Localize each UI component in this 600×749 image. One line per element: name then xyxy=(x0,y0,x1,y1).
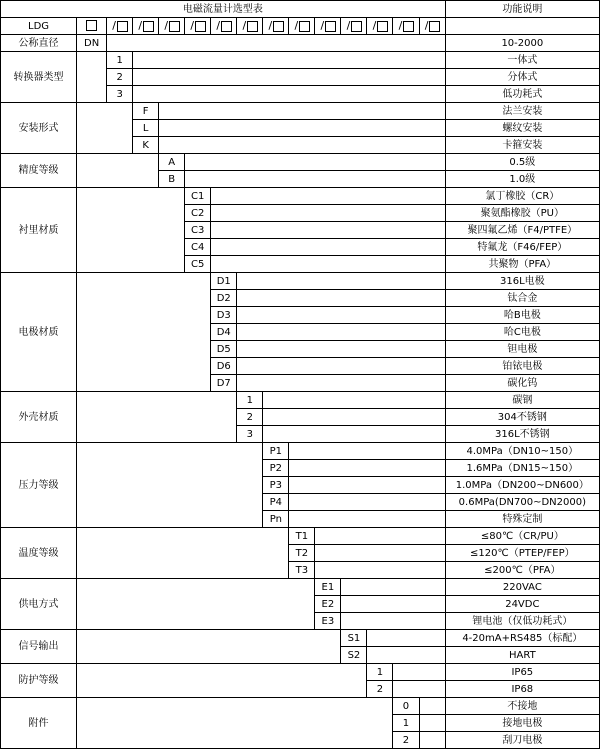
spacer-lining-left xyxy=(77,188,185,273)
category-lining-material: 衬里材质 xyxy=(1,188,77,273)
spacer-electrode-3 xyxy=(237,307,445,324)
model-slashbox-10: / xyxy=(341,18,367,35)
desc-protection-2: IP68 xyxy=(445,681,599,698)
code-lining-c4: C4 xyxy=(185,239,211,256)
model-slashbox-9: / xyxy=(315,18,341,35)
spacer-signal-1 xyxy=(367,630,445,647)
spacer-accessories-left xyxy=(77,698,393,749)
desc-temperature-t2: ≤120℃（PTEP/FEP） xyxy=(445,545,599,562)
spacer-accessories-1 xyxy=(419,698,445,715)
desc-power-e3: 锂电池（仅低功耗式） xyxy=(445,613,599,630)
code-mounting-k: K xyxy=(133,137,159,154)
desc-pressure-p4: 0.6MPa(DN700~DN2000) xyxy=(445,494,599,511)
code-electrode-d5: D5 xyxy=(211,341,237,358)
spacer-temperature-3 xyxy=(315,562,445,579)
model-slashbox-5: / xyxy=(211,18,237,35)
code-housing-3: 3 xyxy=(237,426,263,443)
code-electrode-d7: D7 xyxy=(211,375,237,392)
code-housing-2: 2 xyxy=(237,409,263,426)
desc-lining-c2: 聚氨酯橡胶（PU） xyxy=(445,205,599,222)
desc-converter-1: 一体式 xyxy=(445,52,599,69)
desc-power-e2: 24VDC xyxy=(445,596,599,613)
spacer-mounting-1 xyxy=(159,103,445,120)
spacer-lining-1 xyxy=(211,188,445,205)
code-temperature-t2: T2 xyxy=(289,545,315,562)
model-slashbox-8: / xyxy=(289,18,315,35)
spacer-housing-3 xyxy=(263,426,445,443)
code-lining-c3: C3 xyxy=(185,222,211,239)
desc-lining-c1: 氯丁橡胶（CR） xyxy=(445,188,599,205)
code-pressure-p2: P2 xyxy=(263,460,289,477)
desc-mounting-f: 法兰安装 xyxy=(445,103,599,120)
spacer-pressure-5 xyxy=(289,511,445,528)
desc-electrode-d6: 铂铱电极 xyxy=(445,358,599,375)
spacer-electrode-4 xyxy=(237,324,445,341)
model-slashbox-11: / xyxy=(367,18,393,35)
spacer-protection-1 xyxy=(393,664,445,681)
desc-pressure-p2: 1.6MPa（DN15~150） xyxy=(445,460,599,477)
desc-electrode-d1: 316L电极 xyxy=(445,273,599,290)
spacer-lining-5 xyxy=(211,256,445,273)
code-accuracy-a: A xyxy=(159,154,185,171)
desc-accessory-1: 接地电极 xyxy=(445,715,599,732)
code-pressure-p1: P1 xyxy=(263,443,289,460)
spacer-pressure-3 xyxy=(289,477,445,494)
code-electrode-d1: D1 xyxy=(211,273,237,290)
category-mounting-type: 安装形式 xyxy=(1,103,77,154)
code-accessory-0: 0 xyxy=(393,698,419,715)
desc-converter-3: 低功耗式 xyxy=(445,86,599,103)
category-accessories: 附件 xyxy=(1,698,77,749)
code-electrode-d3: D3 xyxy=(211,307,237,324)
spacer-converter-left xyxy=(77,52,107,103)
spacer-converter-3 xyxy=(133,86,446,103)
spacer-electrode-6 xyxy=(237,358,445,375)
code-converter-2: 2 xyxy=(107,69,133,86)
code-mounting-l: L xyxy=(133,120,159,137)
desc-signal-s2: HART xyxy=(445,647,599,664)
desc-accuracy-a: 0.5级 xyxy=(445,154,599,171)
spacer-pressure-2 xyxy=(289,460,445,477)
spacer-lining-2 xyxy=(211,205,445,222)
category-accuracy-grade: 精度等级 xyxy=(1,154,77,188)
desc-power-e1: 220VAC xyxy=(445,579,599,596)
spacer-power-1 xyxy=(341,579,445,596)
spacer-accuracy-2 xyxy=(185,171,445,188)
desc-mounting-k: 卡箍安装 xyxy=(445,137,599,154)
spacer-mounting-3 xyxy=(159,137,445,154)
spacer-power-2 xyxy=(341,596,445,613)
spacer-electrode-1 xyxy=(237,273,445,290)
spacer-housing-1 xyxy=(263,392,445,409)
category-converter-type: 转换器类型 xyxy=(1,52,77,103)
spacer-nominal-diameter xyxy=(107,35,446,52)
desc-pressure-pn: 特殊定制 xyxy=(445,511,599,528)
category-pressure-rating: 压力等级 xyxy=(1,443,77,528)
code-converter-3: 3 xyxy=(107,86,133,103)
spacer-power-3 xyxy=(341,613,445,630)
spacer-electrode-7 xyxy=(237,375,445,392)
category-signal-output: 信号输出 xyxy=(1,630,77,664)
desc-accessory-2: 刮刀电极 xyxy=(445,732,599,749)
spacer-mounting-left xyxy=(77,103,133,154)
model-slashbox-13: / xyxy=(419,18,445,35)
desc-lining-c5: 共聚物（PFA） xyxy=(445,256,599,273)
desc-temperature-t1: ≤80℃（CR/PU） xyxy=(445,528,599,545)
spacer-accuracy-1 xyxy=(185,154,445,171)
desc-electrode-d5: 钽电极 xyxy=(445,341,599,358)
desc-electrode-d3: 哈B电极 xyxy=(445,307,599,324)
desc-mounting-l: 螺纹安装 xyxy=(445,120,599,137)
code-protection-2: 2 xyxy=(367,681,393,698)
code-converter-1: 1 xyxy=(107,52,133,69)
code-electrode-d2: D2 xyxy=(211,290,237,307)
code-electrode-d4: D4 xyxy=(211,324,237,341)
model-prefix: LDG xyxy=(1,18,77,35)
spacer-converter-1 xyxy=(133,52,446,69)
desc-accessory-0: 不接地 xyxy=(445,698,599,715)
desc-signal-s1: 4-20mA+RS485（标配） xyxy=(445,630,599,647)
model-slashbox-7: / xyxy=(263,18,289,35)
code-dn: DN xyxy=(77,35,107,52)
code-accessory-2: 2 xyxy=(393,732,419,749)
code-accuracy-b: B xyxy=(159,171,185,188)
code-protection-1: 1 xyxy=(367,664,393,681)
page-title: 电磁流量计选型表 xyxy=(1,1,446,18)
spacer-protection-left xyxy=(77,664,367,698)
spacer-housing-left xyxy=(77,392,237,443)
spacer-electrode-5 xyxy=(237,341,445,358)
category-nominal-diameter: 公称直径 xyxy=(1,35,77,52)
code-power-e3: E3 xyxy=(315,613,341,630)
category-housing-material: 外壳材质 xyxy=(1,392,77,443)
code-power-e2: E2 xyxy=(315,596,341,613)
desc-pressure-p1: 4.0MPa（DN10~150） xyxy=(445,443,599,460)
spacer-electrode-2 xyxy=(237,290,445,307)
code-accessory-1: 1 xyxy=(393,715,419,732)
desc-temperature-t3: ≤200℃（PFA） xyxy=(445,562,599,579)
spacer-temperature-left xyxy=(77,528,289,579)
spacer-protection-2 xyxy=(393,681,445,698)
code-signal-s2: S2 xyxy=(341,647,367,664)
desc-electrode-d2: 钛合金 xyxy=(445,290,599,307)
category-protection-rating: 防护等级 xyxy=(1,664,77,698)
spacer-lining-3 xyxy=(211,222,445,239)
code-power-e1: E1 xyxy=(315,579,341,596)
desc-electrode-d4: 哈C电极 xyxy=(445,324,599,341)
model-row-desc-blank xyxy=(445,18,599,35)
desc-converter-2: 分体式 xyxy=(445,69,599,86)
code-pressure-p4: P4 xyxy=(263,494,289,511)
code-lining-c1: C1 xyxy=(185,188,211,205)
category-temperature-rating: 温度等级 xyxy=(1,528,77,579)
spacer-electrode-left xyxy=(77,273,211,392)
spacer-accuracy-left xyxy=(77,154,159,188)
desc-housing-2: 304不锈钢 xyxy=(445,409,599,426)
model-slashbox-12: / xyxy=(393,18,419,35)
spacer-signal-left xyxy=(77,630,341,664)
desc-housing-3: 316L不锈钢 xyxy=(445,426,599,443)
code-lining-c5: C5 xyxy=(185,256,211,273)
spacer-lining-4 xyxy=(211,239,445,256)
code-temperature-t3: T3 xyxy=(289,562,315,579)
spacer-pressure-left xyxy=(77,443,263,528)
code-electrode-d6: D6 xyxy=(211,358,237,375)
spacer-signal-2 xyxy=(367,647,445,664)
code-housing-1: 1 xyxy=(237,392,263,409)
model-slashbox-4: / xyxy=(185,18,211,35)
model-slashbox-2: / xyxy=(133,18,159,35)
code-pressure-pn: Pn xyxy=(263,511,289,528)
desc-protection-1: IP65 xyxy=(445,664,599,681)
spacer-mounting-2 xyxy=(159,120,445,137)
desc-pressure-p3: 1.0MPa（DN200~DN600） xyxy=(445,477,599,494)
spacer-pressure-4 xyxy=(289,494,445,511)
spacer-power-left xyxy=(77,579,315,630)
code-lining-c2: C2 xyxy=(185,205,211,222)
spacer-converter-2 xyxy=(133,69,446,86)
spacer-temperature-2 xyxy=(315,545,445,562)
spacer-accessories-2 xyxy=(419,715,445,732)
desc-accuracy-b: 1.0级 xyxy=(445,171,599,188)
function-header: 功能说明 xyxy=(445,1,599,18)
code-signal-s1: S1 xyxy=(341,630,367,647)
model-box-0 xyxy=(77,18,107,35)
desc-nominal-diameter: 10-2000 xyxy=(445,35,599,52)
model-slashbox-6: / xyxy=(237,18,263,35)
desc-lining-c3: 聚四氟乙烯（F4/PTFE） xyxy=(445,222,599,239)
spacer-accessories-3 xyxy=(419,732,445,749)
model-slashbox-1: / xyxy=(107,18,133,35)
category-power-supply: 供电方式 xyxy=(1,579,77,630)
desc-electrode-d7: 碳化钨 xyxy=(445,375,599,392)
model-slashbox-3: / xyxy=(159,18,185,35)
spacer-pressure-1 xyxy=(289,443,445,460)
spacer-temperature-1 xyxy=(315,528,445,545)
code-temperature-t1: T1 xyxy=(289,528,315,545)
spacer-housing-2 xyxy=(263,409,445,426)
desc-lining-c4: 特氟龙（F46/FEP） xyxy=(445,239,599,256)
desc-housing-1: 碳钢 xyxy=(445,392,599,409)
category-electrode-material: 电极材质 xyxy=(1,273,77,392)
code-pressure-p3: P3 xyxy=(263,477,289,494)
code-mounting-f: F xyxy=(133,103,159,120)
